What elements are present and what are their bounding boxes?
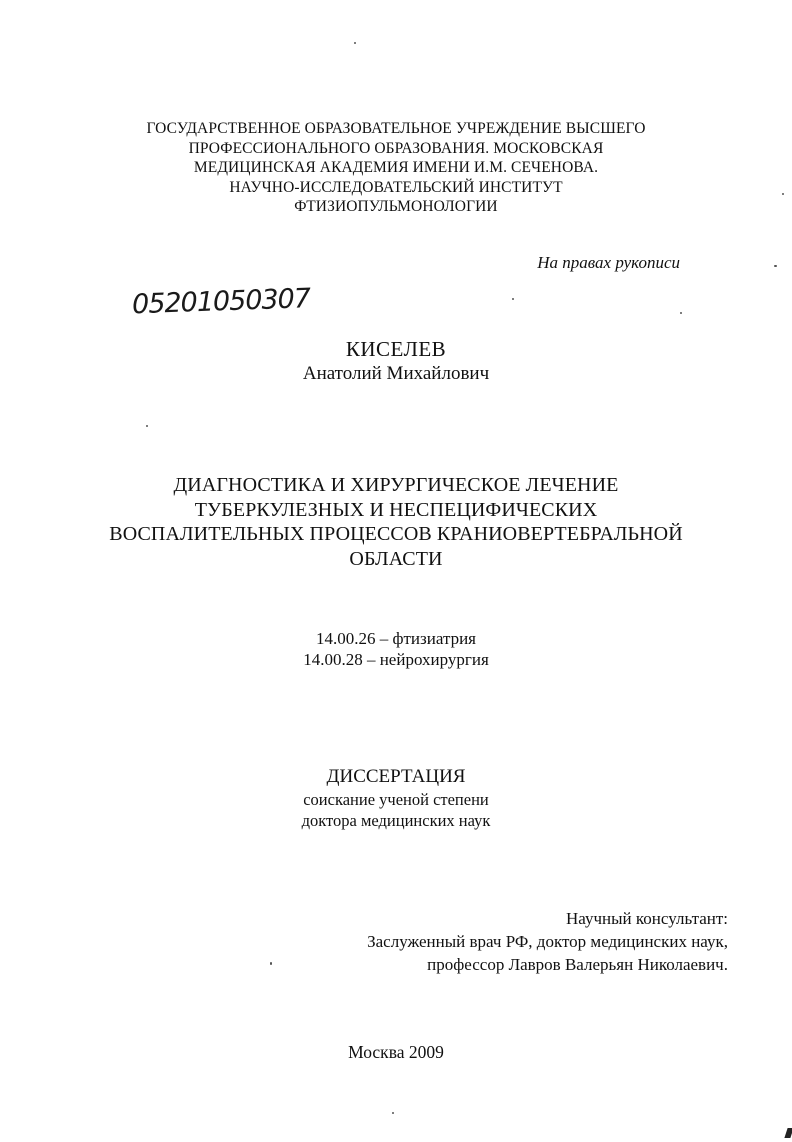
consultant-credentials: Заслуженный врач РФ, доктор медицинских наук, [367, 932, 728, 951]
title-line: ДИАГНОСТИКА И ХИРУРГИЧЕСКОЕ ЛЕЧЕНИЕ [173, 474, 619, 496]
dissertation-purpose: соискание ученой степени [303, 790, 489, 809]
institution-header [0, 119, 792, 217]
scan-speck [782, 193, 784, 195]
title-line: ВОСПАЛИТЕЛЬНЫХ ПРОЦЕССОВ КРАНИОВЕРТЕБРАЛЬНОЙ [109, 523, 683, 545]
title-line: ТУБЕРКУЛЕЗНЫХ И НЕСПЕЦИФИЧЕСКИХ [194, 498, 598, 521]
specialty-line: 14.00.28 – нейрохирургия [303, 650, 489, 669]
institution-line: МЕДИЦИНСКАЯ АКАДЕМИЯ ИМЕНИ И.М. СЕЧЕНОВА. [193, 159, 599, 176]
thesis-title [0, 473, 792, 571]
handwritten-registration-number [128, 276, 328, 324]
city-year: Москва 2009 [348, 1042, 444, 1062]
scan-speck [354, 42, 356, 44]
scan-corner-mark [784, 1128, 792, 1138]
scan-speck [392, 1112, 394, 1114]
scan-speck [680, 312, 682, 314]
institution-line: ГОСУДАРСТВЕННОЕ ОБРАЗОВАТЕЛЬНОЕ УЧРЕЖДЕНИЕ ВЫСШЕГО [146, 120, 646, 137]
registration-number-text: 05201050307 [131, 283, 311, 321]
dissertation-type: ДИССЕРТАЦИЯ [326, 766, 466, 787]
title-line: ОБЛАСТИ [349, 547, 443, 570]
dissertation-degree: доктора медицинских наук [301, 811, 491, 830]
rights-note: На правах рукописи [537, 253, 680, 272]
specialty-codes [0, 628, 792, 670]
consultant-name: профессор Лавров Валерьян Николаевич. [427, 955, 728, 974]
institution-line: ПРОФЕССИОНАЛЬНОГО ОБРАЗОВАНИЯ. МОСКОВСКАЯ [188, 139, 604, 157]
specialty-line: 14.00.26 – фтизиатрия [315, 629, 476, 648]
scan-speck [774, 265, 777, 267]
scan-speck [512, 298, 514, 300]
dissertation-info [0, 765, 792, 831]
consultant-block [367, 907, 728, 976]
institution-line: НАУЧНО-ИССЛЕДОВАТЕЛЬСКИЙ ИНСТИТУТ [229, 178, 563, 196]
author-name: Анатолий Михайлович [302, 363, 490, 384]
institution-line: ФТИЗИОПУЛЬМОНОЛОГИИ [294, 198, 498, 215]
scan-speck [146, 425, 148, 427]
author-block [0, 336, 792, 385]
consultant-label: Научный консультант: [566, 909, 728, 928]
author-surname: КИСЕЛЕВ [345, 337, 447, 361]
scan-speck [270, 962, 272, 965]
